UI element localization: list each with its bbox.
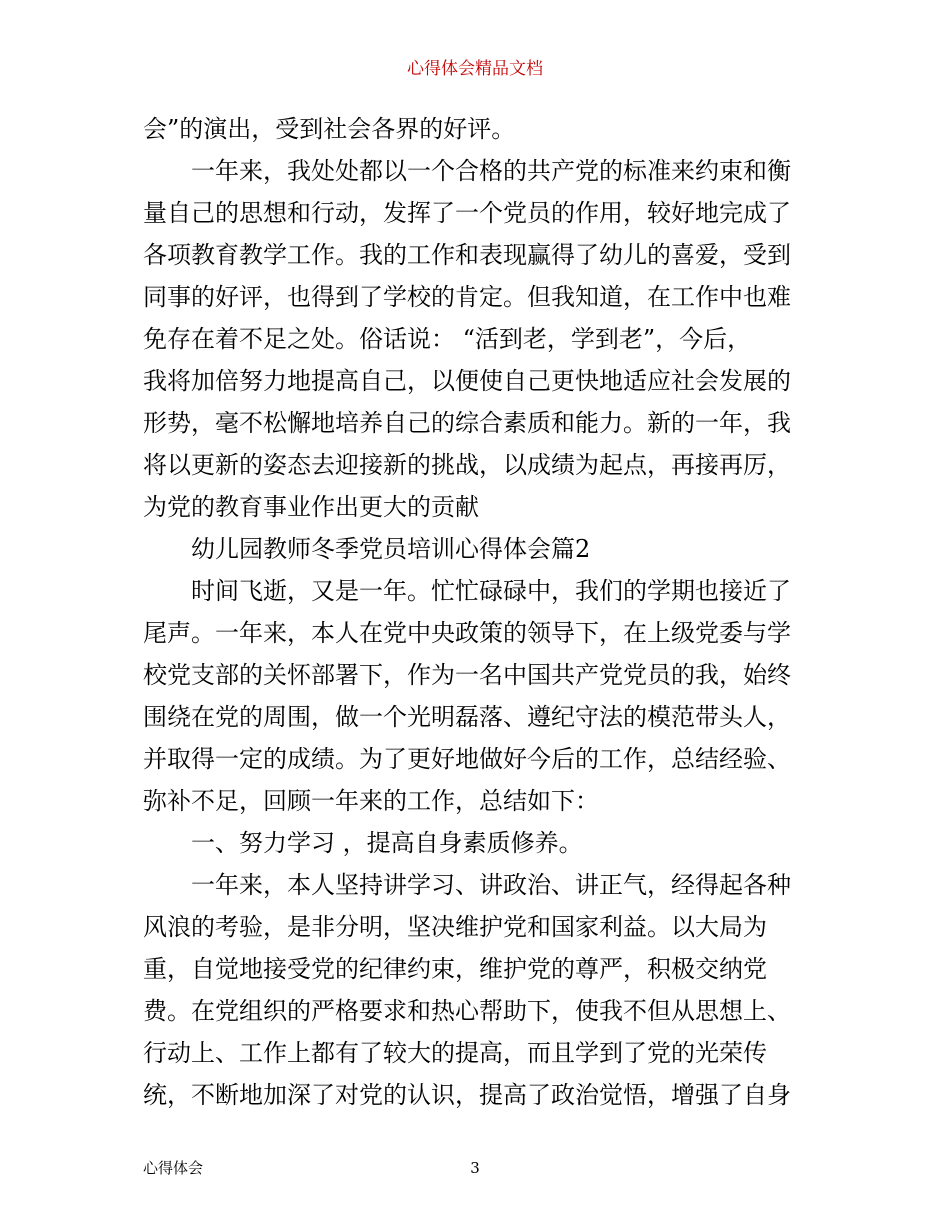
subsection-heading: 一、努力学习 ，提高自身素质修养。 (191, 829, 583, 857)
body-line: 形势，毫不松懈地培养自己的综合素质和能力。新的一年，我 (143, 409, 791, 437)
body-line: 并取得一定的成绩。为了更好地做好今后的工作，总结经验、 (143, 745, 791, 773)
body-line: 我将加倍努力地提高自己，以便使自己更快地适应社会发展的 (143, 367, 791, 395)
body-line: 量自己的思想和行动，发挥了一个党员的作用，较好地完成了 (143, 199, 791, 227)
body-line: 会”的演出，受到社会各界的好评。 (143, 115, 516, 143)
section-heading: 幼儿园教师冬季党员培训心得体会篇2 (191, 535, 591, 563)
body-line: 校党支部的关怀部署下，作为一名中国共产党党员的我，始终 (143, 661, 791, 689)
document-body (143, 108, 813, 1116)
body-line: 一年来，我处处都以一个合格的共产党的标准来约束和衡 (191, 157, 791, 185)
body-line: 统，不断地加深了对党的认识，提高了政治觉悟，增强了自身 (143, 1081, 791, 1109)
body-line: 围绕在党的周围，做一个光明磊落、遵纪守法的模范带头人， (143, 703, 791, 731)
page-number: 3 (470, 1159, 480, 1177)
body-line: 为党的教育事业作出更大的贡献 (143, 493, 479, 521)
body-line: 费。在党组织的严格要求和热心帮助下，使我不但从思想上、 (143, 997, 791, 1025)
body-line: 尾声。一年来，本人在党中央政策的领导下，在上级党委与学 (143, 619, 791, 647)
body-line: 行动上、工作上都有了较大的提高，而且学到了党的光荣传 (143, 1039, 767, 1067)
body-line: 弥补不足，回顾一年来的工作，总结如下： (143, 787, 599, 815)
body-line: 一年来，本人坚持讲学习、讲政治、讲正气，经得起各种 (191, 871, 791, 899)
body-line: 各项教育教学工作。我的工作和表现赢得了幼儿的喜爱，受到 (143, 241, 791, 269)
body-line: 重，自觉地接受党的纪律约束，维护党的尊严，积极交纳党 (143, 955, 767, 983)
body-line: 风浪的考验，是非分明，坚决维护党和国家利益。以大局为 (143, 913, 767, 941)
body-line: 免存在着不足之处。俗话说： “活到老，学到老”，今后， (143, 325, 752, 353)
body-line: 同事的好评，也得到了学校的肯定。但我知道，在工作中也难 (143, 283, 791, 311)
body-line: 时间飞逝，又是一年。忙忙碌碌中，我们的学期也接近了 (191, 577, 791, 605)
document-header-title: 心得体会精品文档 (407, 59, 543, 79)
footer-label: 心得体会 (143, 1159, 204, 1177)
body-line: 将以更新的姿态去迎接新的挑战，以成绩为起点，再接再厉， (143, 451, 791, 479)
